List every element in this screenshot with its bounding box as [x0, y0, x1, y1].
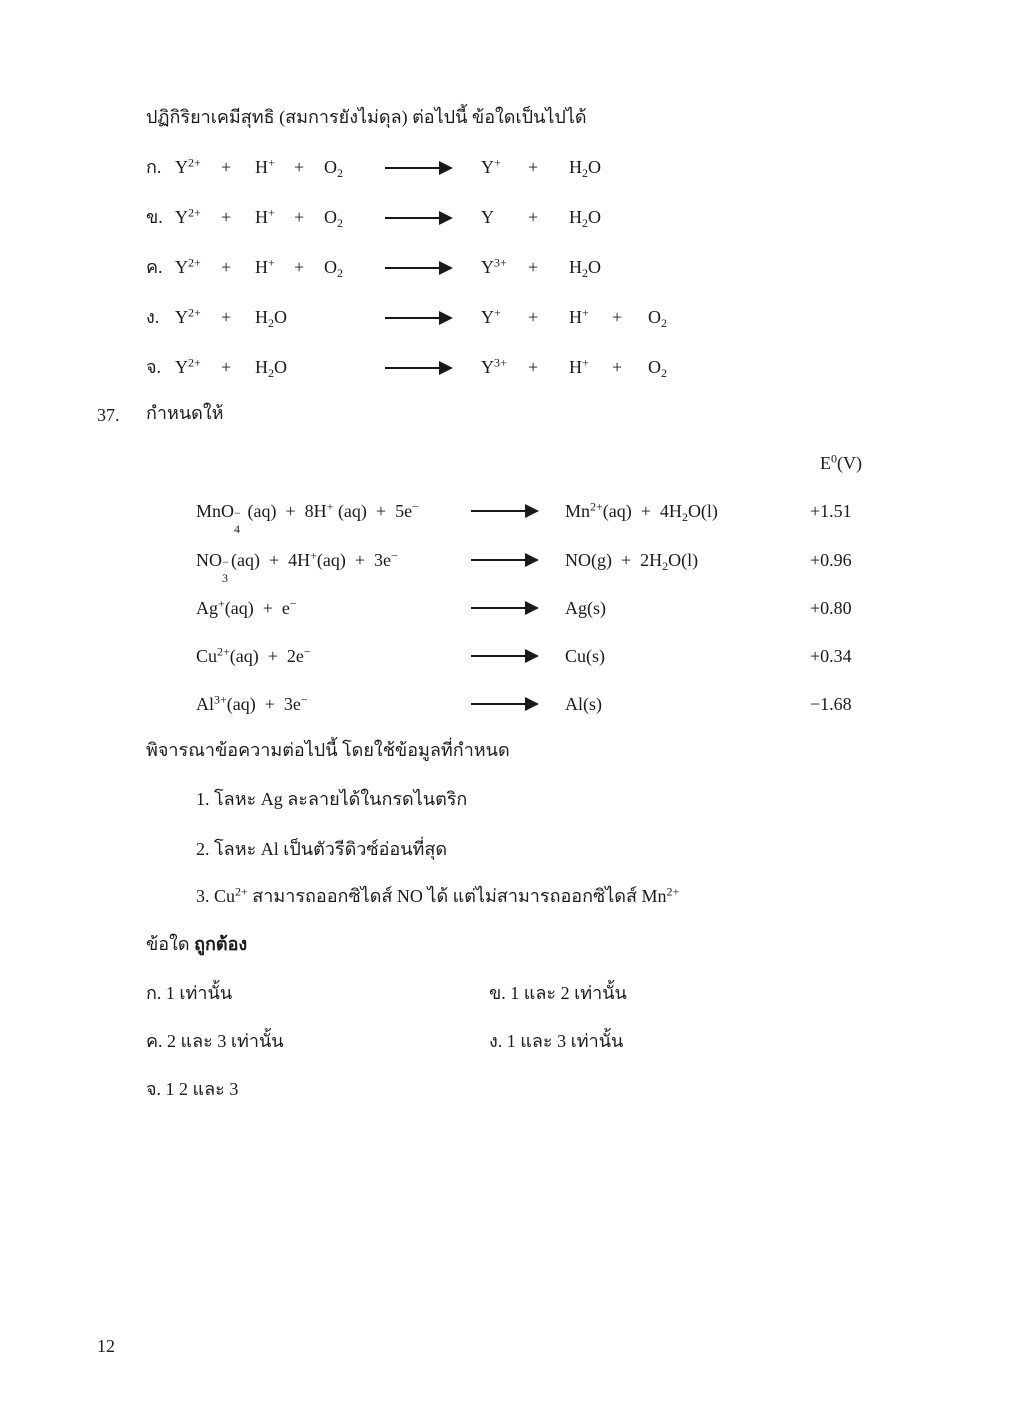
half-reaction-reactants: $Al^{3+}(aq) + 3e^-$	[196, 692, 308, 714]
e0-value: +0.34	[810, 646, 852, 666]
q37-given: กำหนดให้	[146, 403, 224, 423]
product-2: $H_2O$	[569, 207, 601, 231]
reaction-arrow	[471, 703, 537, 705]
reaction-arrow	[385, 217, 451, 219]
reactant-2: $H_2O$	[255, 357, 287, 381]
plus-sign: +	[294, 257, 305, 277]
product-1: $Y^{3+}$	[481, 355, 507, 377]
choice-c: ค. 2 และ 3 เท่านั้น	[146, 1031, 284, 1051]
half-reaction-reactants: NO − 3 (aq) + 4H+(aq) + 3e−	[196, 548, 398, 585]
half-reaction-reactants: Ag+(aq) + e−	[196, 596, 297, 618]
q36-option-label: ก.	[146, 157, 162, 177]
plus-sign: +	[294, 157, 305, 177]
e0-value: +0.80	[810, 598, 852, 618]
half-reaction-products: $NO(g) + 2H_2O(l)$	[565, 550, 699, 574]
reactant-1: $Y^{2+}$	[175, 205, 201, 227]
half-reaction-reactants: MnO − 4 (aq) + 8H+ (aq) + 5e−	[196, 499, 419, 536]
statement-2: 2. โลหะ Al เป็นตัวรีดิวซ์อ่อนที่สุด	[196, 839, 448, 859]
choice-a: ก. 1 เท่านั้น	[146, 983, 233, 1003]
reactant-2: $H_2O$	[255, 307, 287, 331]
half-reaction-products: Ag(s)	[565, 598, 606, 618]
e0-header: $E^0(V)$	[820, 451, 862, 473]
q37-consider: พิจารณาข้อความต่อไปนี้ โดยใช้ข้อมูลที่กำหนด	[146, 740, 510, 760]
plus-sign: +	[221, 357, 232, 377]
reactant-3: $O_2$	[324, 257, 343, 281]
half-reaction-reactants: $Cu^{2+}(aq) + 2e^-$	[196, 644, 311, 666]
half-reaction-products: $Mn^{2+}(aq) + 4H_2O(l)$	[565, 499, 718, 525]
product-3: $O_2$	[648, 307, 667, 331]
plus-sign: +	[528, 357, 539, 377]
reaction-arrow	[385, 267, 451, 269]
reaction-arrow	[471, 510, 537, 512]
reactant-1: $Y^{2+}$	[175, 155, 201, 177]
product-2: $H_2O$	[569, 257, 601, 281]
reactant-1: $Y^{2+}$	[175, 255, 201, 277]
choice-e: จ. 1 2 และ 3	[146, 1079, 239, 1099]
product-2: H+	[569, 355, 589, 377]
statement-1: 1. โลหะ Ag ละลายได้ในกรดไนตริก	[196, 789, 468, 809]
statement-3: 3. $Cu^{2+}$ สามารถออกซิไดส์ NO ได้ แต่ไม่สามารถออกซิไดส์ $Mn^{2+}$	[196, 884, 680, 906]
choice-d: ง. 1 และ 3 เท่านั้น	[489, 1031, 624, 1051]
reaction-arrow	[471, 559, 537, 561]
plus-sign: +	[528, 307, 539, 327]
product-2: H+	[569, 305, 589, 327]
reaction-arrow	[471, 655, 537, 657]
e0-value: −1.68	[810, 694, 852, 714]
page-number: 12	[97, 1336, 115, 1356]
plus-sign: +	[221, 207, 232, 227]
product-2: $H_2O$	[569, 157, 601, 181]
plus-sign: +	[612, 357, 623, 377]
e0-value: +1.51	[810, 501, 852, 521]
q36-option-label: ข.	[146, 207, 163, 227]
half-reaction-products: Al(s)	[565, 694, 602, 714]
q36-option-label: ค.	[146, 257, 163, 277]
plus-sign: +	[528, 207, 539, 227]
reaction-arrow	[385, 367, 451, 369]
reaction-arrow	[385, 317, 451, 319]
plus-sign: +	[221, 257, 232, 277]
product-1: $Y^{3+}$	[481, 255, 507, 277]
reactant-1: $Y^{2+}$	[175, 355, 201, 377]
plus-sign: +	[612, 307, 623, 327]
plus-sign: +	[528, 157, 539, 177]
plus-sign: +	[221, 157, 232, 177]
e0-value: +0.96	[810, 550, 852, 570]
product-3: $O_2$	[648, 357, 667, 381]
half-reaction-products: Cu(s)	[565, 646, 605, 666]
q37-number: 37.	[97, 405, 120, 425]
plus-sign: +	[528, 257, 539, 277]
reactant-1: $Y^{2+}$	[175, 305, 201, 327]
product-1: Y+	[481, 305, 501, 327]
q36-stem: ปฏิกิริยาเคมีสุทธิ (สมการยังไม่ดุล) ต่อไปนี้ ข้อใดเป็นไปได้	[146, 107, 587, 127]
reactant-3: $O_2$	[324, 207, 343, 231]
q36-option-label: ง.	[146, 307, 160, 327]
plus-sign: +	[294, 207, 305, 227]
product-1: Y	[481, 207, 494, 227]
q37-which: ข้อใด ถูกต้อง	[146, 934, 248, 954]
reactant-3: $O_2$	[324, 157, 343, 181]
reaction-arrow	[471, 607, 537, 609]
reactant-2: H+	[255, 255, 275, 277]
choice-b: ข. 1 และ 2 เท่านั้น	[489, 983, 627, 1003]
reaction-arrow	[385, 167, 451, 169]
reactant-2: H+	[255, 205, 275, 227]
reactant-2: H+	[255, 155, 275, 177]
q36-option-label: จ.	[146, 357, 162, 377]
product-1: Y+	[481, 155, 501, 177]
plus-sign: +	[221, 307, 232, 327]
